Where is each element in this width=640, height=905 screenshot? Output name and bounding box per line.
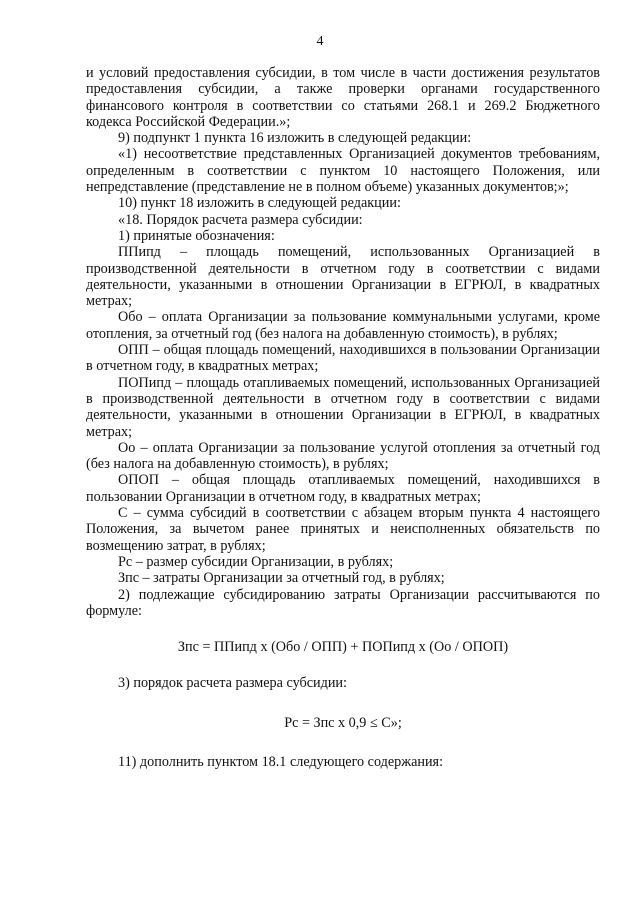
document-body (86, 65, 600, 770)
definition-oo: Оо – оплата Организации за пользование услугой отопления за отчетный год (без налога на добавленную стоимость), в рублях; (86, 439, 600, 473)
definition-rs: Рс – размер субсидии Организации, в рублях; (118, 553, 394, 570)
paragraph-costs-formula-intro: 2) подлежащие субсидированию затраты Организации рассчитываются по формуле: (86, 586, 600, 619)
paragraph-continuation: и условий предоставления субсидии, в том числе в части достижения результатов предоставления субсидии, а также проверки органами государственного финансового контроля в соответствии со статьями 268.1 и 269.2 Бюджетного кодекса Российской Федерации.»; (86, 65, 600, 130)
page-number: 4 (316, 34, 324, 49)
paragraph-item-11: 11) дополнить пунктом 18.1 следующего содержания: (118, 753, 444, 770)
definition-opop: ОПОП – общая площадь отапливаемых помещений, находившихся в пользовании Организации в отчетном году, в квадратных метрах; (86, 472, 600, 505)
definition-ppipd: ППипд – площадь помещений, использованных Организацией в производственной деятельности в отчетном году в соответствии с видами деятельности, указанными в отношении Организации в ЕГРЮЛ, в квадратных метрах; (86, 244, 600, 310)
paragraph-section-18: «18. Порядок расчета размера субсидии: (118, 211, 363, 228)
definition-zps: Зпс – затраты Организации за отчетный год, в рублях; (118, 570, 445, 587)
definition-opp: ОПП – общая площадь помещений, находившихся в пользовании Организации в отчетном году, в квадратных метрах; (86, 342, 600, 375)
paragraph-item-9: 9) подпункт 1 пункта 16 изложить в следующей редакции: (118, 130, 472, 147)
formula-costs: Зпс = ППипд х (Обо / ОПП) + ПОПипд х (Оо / ОПОП) (177, 639, 509, 656)
paragraph-item-10: 10) пункт 18 изложить в следующей редакции: (118, 195, 401, 212)
paragraph-notation-heading: 1) принятые обозначения: (118, 227, 275, 244)
formula-subsidy: Рс = Зпс х 0,9 ≤ С»; (284, 714, 402, 731)
definition-s: С – сумма субсидий в соответствии с абзацем вторым пункта 4 настоящего Положения, за вычетом ранее принятых и неисполненных обязательств по возмещению затрат, в рублях; (86, 505, 600, 554)
definition-obo: Обо – оплата Организации за пользование коммунальными услугами, кроме отопления, за отчетный год (без налога на добавленную стоимость), в рублях; (86, 309, 600, 342)
paragraph-calculation-order: 3) порядок расчета размера субсидии: (118, 675, 347, 692)
paragraph-subitem-1: «1) несоответствие представленных Организацией документов требованиям, определенным в соответствии с пунктом 10 настоящего Положения, или непредставление (представление не в полном объеме) указанных документов;»; (86, 146, 600, 196)
definition-popipd: ПОПипд – площадь отапливаемых помещений, использованных Организацией в производственной деятельности в отчетном году в соответствии с видами деятельности, указанными в отношении Организации в ЕГРЮЛ, в квадратных метрах; (86, 374, 600, 440)
